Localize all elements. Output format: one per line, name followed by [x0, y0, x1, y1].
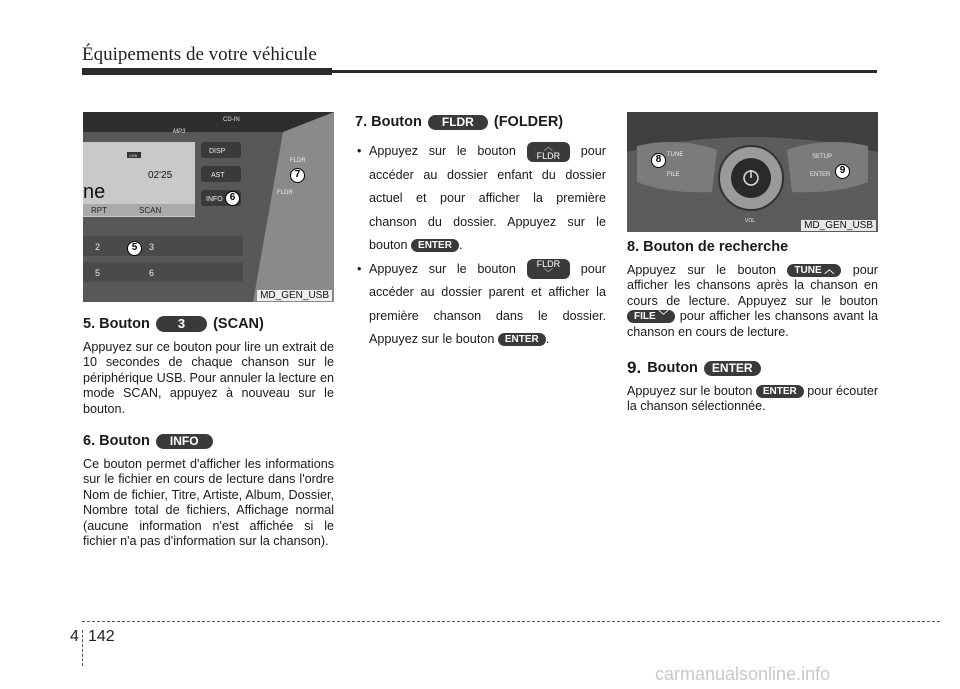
vol-label: VOL [745, 218, 756, 224]
sec7-bullets [355, 140, 606, 352]
sec8-heading: 8. Bouton de recherche [627, 239, 789, 255]
sec9-p-pre: Appuyez sur le bouton [627, 384, 753, 399]
watermark: carmanualsonline.info [655, 664, 831, 684]
sec7-b1-post: pour accéder au dossier enfant du dossier actuel et pour afficher la première chanson du dossier. Appuyez sur le bouton [369, 144, 606, 252]
enter-label: ENTER [810, 172, 831, 178]
sec7-b1-end: . [458, 238, 463, 252]
sec7-title-pre: 7. Bouton [355, 114, 422, 130]
column-middle [355, 112, 606, 352]
figure2-caption: MD_GEN_USB [801, 220, 876, 231]
badge-fldr: FLDR [428, 115, 488, 130]
sec9-p-post: pour écouter la chanson sélectionnée. [627, 384, 879, 414]
chevron-up-icon: ︿ [543, 141, 553, 152]
sec5-body: Appuyez sur ce bouton pour lire un extrait de 10 secondes de chaque chanson sur le périphérique USB. Pour annuler la lecture en mode SCAN, appuyez à nouveau sur le bouton. [83, 340, 334, 416]
disp-label: DISP [209, 148, 226, 155]
preset-2-label: 2 [95, 242, 101, 252]
sec7-bullet-2 [355, 258, 606, 352]
rpt-label: RPT [91, 206, 107, 215]
fldr-down-label: FLDR [277, 190, 293, 196]
file-label: FILE [667, 172, 680, 178]
sec9-title: Bouton [647, 360, 698, 377]
badge-fldr-down-label: FLDR [536, 259, 561, 270]
setup-label: SETUP [812, 154, 833, 160]
sec8-p-mid: pour afficher les chansons après la chanson en cours de lecture. Appuyez sur le bouton [627, 263, 879, 308]
sec7-heading [355, 112, 606, 132]
figure-tune-knob [627, 112, 878, 232]
tune-label: TUNE [667, 152, 684, 158]
cd-in-label: CD-IN [223, 117, 240, 123]
chevron-up-icon: ︿ [824, 265, 835, 277]
sec6-title-pre: 6. Bouton [83, 433, 150, 450]
sec5-title-post: (SCAN) [213, 316, 264, 332]
preset-3-label: 3 [149, 242, 155, 252]
scan-label: SCAN [139, 206, 162, 215]
callout-6: 6 [225, 191, 240, 206]
page-number: 142 [88, 628, 115, 645]
badge-file [627, 310, 675, 323]
badge-enter-1: ENTER [411, 239, 459, 252]
chevron-down-icon: ﹀ [543, 268, 553, 279]
badge-3: 3 [156, 316, 207, 332]
badge-enter-3: ENTER [756, 385, 804, 398]
chevron-down-icon: ﹀ [658, 311, 669, 323]
footer-rule [82, 621, 940, 622]
callout-8: 8 [651, 153, 666, 168]
sec7-b2-end: . [545, 332, 550, 346]
callout-7: 7 [290, 168, 305, 183]
usb-label: USB [129, 153, 138, 158]
sec8-p-post: pour afficher les chansons avant la chanson en cours de lecture. [627, 309, 878, 339]
sec8-p-pre: Appuyez sur le bouton [627, 263, 776, 277]
footer-divider [82, 630, 83, 666]
callout-9: 9 [835, 164, 850, 179]
fldr-up-label: FLDR [290, 158, 306, 164]
badge-fldr-up [527, 142, 571, 162]
sec7-b2-post: pour accéder au dossier parent et afficher la première chanson dans le dossier. Appuyez sur le bouton [369, 261, 606, 346]
callout-5: 5 [127, 241, 142, 256]
badge-enter-2: ENTER [498, 333, 546, 346]
sec5-heading [83, 314, 334, 334]
sec9-body [627, 384, 878, 415]
sec7-b2-pre: Appuyez sur le bouton [369, 261, 516, 276]
sec5-title-pre: 5. Bouton [83, 316, 150, 332]
ast-label: AST [211, 172, 225, 179]
badge-file-label: FILE [634, 311, 656, 323]
figure-usb-panel [83, 112, 334, 302]
sec7-b1-pre: Appuyez sur le bouton [369, 144, 516, 158]
display-partial-text: ne [83, 181, 106, 203]
display-time: 02'25 [148, 170, 173, 181]
badge-tune-label: TUNE [794, 265, 822, 277]
badge-info: INFO [156, 434, 213, 449]
badge-enter-heading: ENTER [704, 361, 761, 376]
chapter-number: 4 [70, 628, 79, 645]
badge-fldr-up-label: FLDR [536, 150, 561, 161]
badge-tune [787, 264, 841, 277]
badge-fldr-down [527, 259, 571, 279]
column-left [83, 112, 334, 549]
info-label: INFO [206, 196, 223, 203]
sec7-bullet-1 [355, 140, 606, 258]
preset-6-label: 6 [149, 268, 155, 278]
sec6-heading [83, 431, 334, 451]
header-rule-accent [82, 68, 332, 75]
page-header-title: Équipements de votre véhicule [82, 44, 317, 65]
sec6-body: Ce bouton permet d'afficher les informations sur le fichier en cours de lecture dans l'ordre Nom de fichier, Titre, Artiste, Album, Dossier, Nombre total de fichiers, Affichage normal (aucune information n'est affichée si le fichier n'a pas d'information sur la chanson). [83, 457, 334, 549]
mp3-label: MP3 [173, 129, 186, 135]
column-right [627, 112, 878, 415]
figure1-caption: MD_GEN_USB [257, 290, 332, 301]
sec8-body [627, 263, 878, 340]
sec9-heading [627, 358, 878, 378]
sec7-title-post: (FOLDER) [493, 114, 564, 130]
preset-5-label: 5 [95, 268, 101, 278]
usb-panel-illustration [83, 112, 334, 302]
sec9-num: 9. [627, 358, 642, 378]
